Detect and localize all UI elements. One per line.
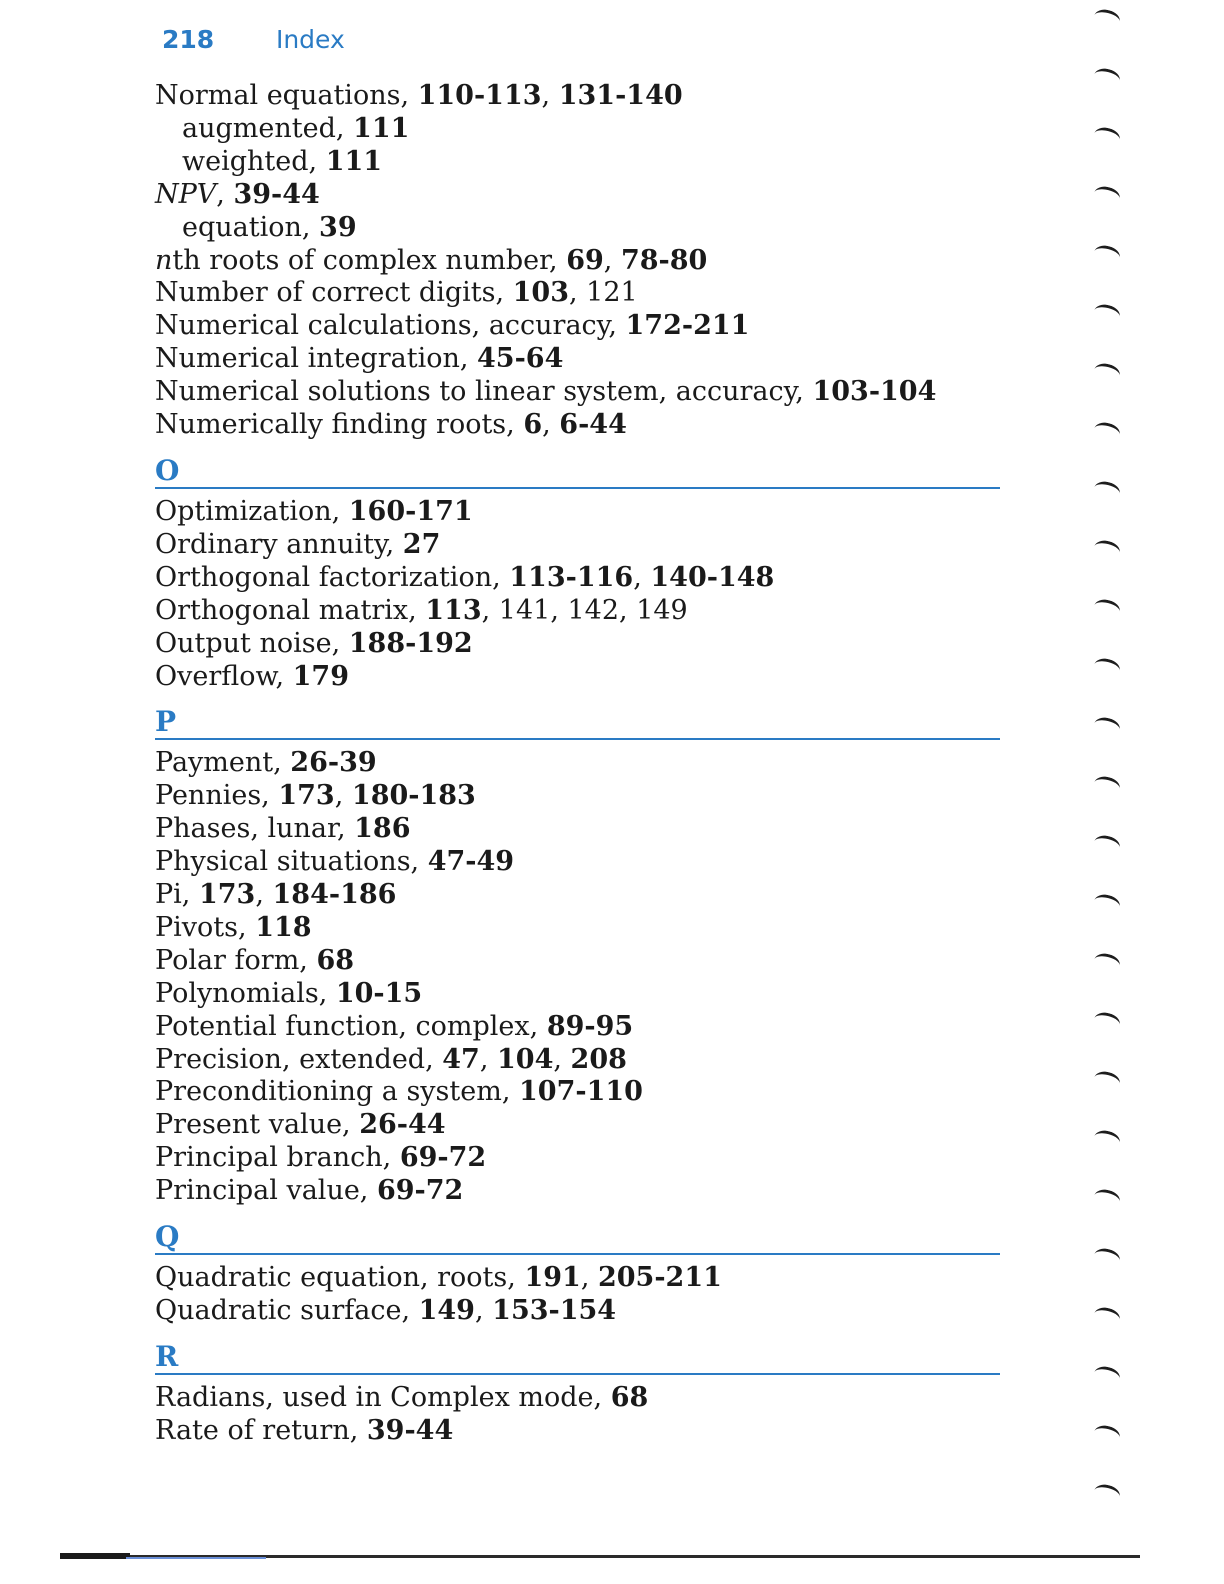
page-ref-primary: 26-39: [290, 747, 377, 779]
index-pages: [336, 978, 422, 1009]
page-ref: , 141, 142, 149: [481, 594, 688, 626]
page-ref: ,: [633, 561, 651, 593]
spiral-ring-icon: [1092, 774, 1121, 797]
spiral-ring-icon: [1092, 479, 1121, 502]
index-term: Radians, used in Complex mode,: [155, 1381, 611, 1413]
index-pages: [403, 529, 441, 560]
index-pages: [566, 245, 707, 276]
index-pages: [293, 661, 349, 692]
index-term: Principal branch,: [155, 1142, 400, 1174]
spiral-ring-icon: [1092, 1423, 1121, 1446]
index-term: Payment,: [155, 747, 291, 779]
page-ref-primary: 68: [316, 944, 355, 976]
index-pages: [418, 80, 683, 111]
spiral-ring-icon: [1092, 184, 1121, 207]
index-term: Output noise,: [155, 627, 349, 659]
page-ref-primary: 45-64: [477, 343, 564, 375]
index-term: Polynomials,: [155, 977, 336, 1009]
index-term-suffix: th roots of complex number,: [172, 244, 567, 276]
page-ref-primary: 184-186: [272, 879, 397, 911]
spiral-ring-icon: [1092, 951, 1121, 974]
spiral-ring-icon: [1092, 302, 1121, 325]
index-entry: [155, 409, 1000, 442]
page-ref-primary: 179: [292, 660, 349, 692]
letter-heading: R: [155, 1342, 1000, 1375]
spiral-ring-icon: [1092, 715, 1121, 738]
page-ref-primary: 111: [325, 145, 383, 177]
index-term: Pi,: [155, 879, 199, 911]
page-number: 218: [162, 25, 215, 54]
bottom-rule-blue: [126, 1557, 266, 1559]
index-pages: [326, 146, 382, 177]
spiral-ring-icon: [1092, 7, 1121, 30]
index-term: Preconditioning a system,: [155, 1076, 519, 1108]
page-ref-primary: 113-116: [509, 561, 634, 593]
page-ref: ,: [479, 1043, 497, 1075]
letter-section-p: [155, 707, 1000, 1208]
page-ref-primary: 103: [512, 277, 570, 309]
index-term: Rate of return,: [155, 1414, 367, 1446]
page-ref-primary: 140-148: [650, 561, 775, 593]
index-entry: [155, 1415, 1000, 1448]
page-ref-primary: 153-154: [492, 1295, 617, 1326]
spiral-ring-icon: [1092, 125, 1121, 148]
index-entry: [155, 780, 1000, 813]
spiral-ring-icon: [1092, 597, 1121, 620]
index-term: Numerically finding roots,: [155, 409, 524, 441]
index-pages: [354, 813, 410, 844]
spiral-ring-icon: [1092, 1010, 1121, 1033]
index-term: Pivots,: [155, 911, 256, 943]
index-entry: [155, 245, 1000, 278]
page-ref-primary: 47: [442, 1043, 480, 1075]
index-term-suffix: ,: [216, 178, 234, 210]
index-pages: [419, 1295, 616, 1326]
index-entry: [155, 1175, 1000, 1208]
page-header: [162, 24, 345, 56]
index-entry: [155, 529, 1000, 562]
index-term: Quadratic surface,: [155, 1295, 419, 1326]
index-pages: [509, 562, 774, 593]
index-pages: [519, 1076, 643, 1107]
index-pages: [353, 113, 409, 144]
page-ref-primary: 172-211: [625, 310, 750, 342]
spiral-ring-icon: [1092, 892, 1121, 915]
index-entry: [155, 1262, 1000, 1295]
index-entry: [155, 1295, 1000, 1328]
index-term: weighted,: [182, 145, 326, 177]
index-pages: [812, 376, 936, 407]
index-term: Quadratic equation, roots,: [155, 1262, 525, 1294]
letter-heading: P: [155, 707, 1000, 740]
spiral-ring-icon: [1092, 1128, 1121, 1151]
index-pages: [611, 1382, 649, 1413]
index-pages: [316, 945, 354, 976]
index-entry: [155, 595, 1000, 628]
index-term: Pennies,: [155, 780, 279, 812]
bottom-rule-accent: [60, 1553, 130, 1559]
index-entry: [155, 1076, 1000, 1109]
page-ref: ,: [474, 1295, 493, 1326]
index-term: Orthogonal matrix,: [155, 594, 426, 626]
page-ref-primary: 69-72: [376, 1175, 464, 1207]
index-entry: [155, 277, 1000, 310]
index-pages: [359, 1109, 445, 1140]
index-term: Phases, lunar,: [155, 813, 355, 845]
index-entry: [155, 562, 1000, 595]
index-entry: [155, 343, 1000, 376]
spiral-binding: [1080, 0, 1140, 1530]
spiral-ring-icon: [1092, 420, 1121, 443]
index-pages: [199, 879, 396, 910]
index-entry: [155, 813, 1000, 846]
page-ref-primary: 110-113: [417, 80, 542, 111]
page-ref-primary: 149: [418, 1295, 475, 1326]
index-term: n: [155, 244, 173, 276]
page-ref: , 121: [569, 277, 638, 309]
index-pages: [319, 212, 357, 243]
page-ref-primary: 131-140: [558, 80, 683, 111]
page-ref-primary: 205-211: [597, 1262, 722, 1294]
index-term: Physical situations,: [155, 846, 428, 878]
spiral-ring-icon: [1092, 1246, 1121, 1269]
index-subentry: [155, 113, 1000, 146]
index-entry: [155, 179, 1000, 212]
index-pages: [626, 310, 750, 341]
page-ref-primary: 39-44: [366, 1414, 454, 1446]
page-ref-primary: 26-44: [359, 1109, 446, 1141]
index-term: augmented,: [182, 112, 354, 144]
spiral-ring-icon: [1092, 1305, 1121, 1328]
spiral-ring-icon: [1092, 1069, 1121, 1092]
page-ref-primary: 107-110: [519, 1076, 643, 1108]
index-entry: [155, 846, 1000, 879]
index-entry: [155, 310, 1000, 343]
index-term: Potential function, complex,: [155, 1010, 547, 1042]
index-term: Number of correct digits,: [155, 277, 513, 309]
index-term: Precision, extended,: [155, 1043, 443, 1075]
index-pages: [477, 343, 563, 374]
page-ref: ,: [542, 409, 560, 441]
page-ref-primary: 39-44: [233, 178, 320, 210]
page-ref: ,: [553, 1043, 571, 1075]
index-subentry: [155, 146, 1000, 179]
index-pages: [513, 277, 638, 308]
page-ref-primary: 47-49: [427, 846, 515, 878]
index-term: Optimization,: [155, 495, 349, 527]
page-ref-primary: 188-192: [348, 627, 473, 659]
page-ref-primary: 69-72: [399, 1142, 487, 1174]
spiral-ring-icon: [1092, 656, 1121, 679]
page-ref-primary: 78-80: [620, 244, 708, 276]
index-entry: [155, 1382, 1000, 1415]
index-term: equation,: [182, 211, 320, 243]
page-ref-primary: 208: [570, 1043, 627, 1075]
index-entry: [155, 376, 1000, 409]
spiral-ring-icon: [1092, 538, 1121, 561]
index-term: NPV: [155, 178, 217, 210]
index-entry: [155, 661, 1000, 694]
index-body: [155, 80, 1000, 1448]
index-pages: [278, 780, 475, 811]
letter-section-o: [155, 453, 1000, 693]
section-title: Index: [275, 25, 345, 54]
spiral-ring-icon: [1092, 1364, 1121, 1387]
page-ref-primary: 118: [255, 911, 312, 943]
letter-section-q: [155, 1222, 1000, 1328]
spiral-ring-icon: [1092, 361, 1121, 384]
index-entry: [155, 1109, 1000, 1142]
spiral-ring-icon: [1092, 1187, 1121, 1210]
index-pages: [523, 409, 627, 440]
index-entry: [155, 945, 1000, 978]
page-ref-primary: 103-104: [812, 376, 937, 408]
index-pages: [290, 747, 376, 778]
page-ref-primary: 113: [425, 594, 482, 626]
index-term: Numerical solutions to linear system, accuracy,: [155, 376, 813, 408]
page-ref-primary: 68: [610, 1381, 649, 1413]
index-pages: [233, 179, 319, 210]
page-ref-primary: 191: [524, 1262, 581, 1294]
index-pages: [349, 496, 473, 527]
page-ref: ,: [603, 244, 621, 276]
index-entry: [155, 1142, 1000, 1175]
page-ref-primary: 160-171: [348, 495, 473, 527]
index-entry: [155, 912, 1000, 945]
page-ref: ,: [334, 780, 352, 812]
index-pages: [547, 1011, 633, 1042]
page-ref: ,: [580, 1262, 598, 1294]
index-pages: [442, 1044, 627, 1075]
index-entry: [155, 879, 1000, 912]
page-ref-primary: 27: [402, 528, 441, 560]
page-ref-primary: 173: [198, 879, 256, 911]
page-ref-primary: 69: [566, 244, 604, 276]
index-entry: [155, 628, 1000, 661]
letter-heading: Q: [155, 1222, 1000, 1255]
index-term: Numerical integration,: [155, 343, 478, 375]
index-entry: [155, 80, 1000, 113]
letter-section-r: [155, 1339, 1000, 1448]
index-term: Orthogonal factorization,: [155, 561, 510, 593]
index-entry: [155, 747, 1000, 780]
spiral-ring-icon: [1092, 833, 1121, 856]
index-pages: [428, 846, 514, 877]
index-term: Principal value,: [155, 1175, 377, 1207]
index-entry: [155, 1044, 1000, 1077]
index-pages: [377, 1175, 463, 1206]
index-pages: [367, 1415, 453, 1446]
page-ref: ,: [541, 80, 559, 111]
index-term: Polar form,: [155, 944, 317, 976]
index-term: Numerical calculations, accuracy,: [155, 310, 626, 342]
index-term: Normal equations,: [155, 80, 418, 111]
index-pages: [349, 628, 473, 659]
page-ref-primary: 180-183: [351, 780, 476, 812]
page-ref: ,: [255, 879, 273, 911]
index-pages: [425, 595, 687, 626]
page-ref-primary: 186: [354, 813, 411, 845]
index-term: Overflow,: [155, 660, 293, 692]
page-ref-primary: 6-44: [559, 409, 627, 441]
page-ref-primary: 89-95: [546, 1010, 634, 1042]
letter-heading: O: [155, 456, 1000, 489]
index-entry: [155, 1011, 1000, 1044]
page-ref-primary: 6: [523, 409, 543, 441]
index-term: Present value,: [155, 1109, 360, 1141]
index-entry: [155, 496, 1000, 529]
spiral-ring-icon: [1092, 1482, 1121, 1505]
index-entry: [155, 978, 1000, 1011]
index-pages: [524, 1262, 721, 1293]
index-subentry: [155, 212, 1000, 245]
spiral-ring-icon: [1092, 243, 1121, 266]
page-ref-primary: 10-15: [335, 977, 423, 1009]
page-ref-primary: 39: [319, 211, 357, 243]
page-ref-primary: 111: [353, 112, 410, 144]
index-pages: [255, 912, 311, 943]
spiral-ring-icon: [1092, 66, 1121, 89]
index-term: Ordinary annuity,: [155, 528, 403, 560]
page-ref-primary: 173: [278, 780, 335, 812]
index-pages: [400, 1142, 486, 1173]
page-ref-primary: 104: [497, 1043, 554, 1075]
